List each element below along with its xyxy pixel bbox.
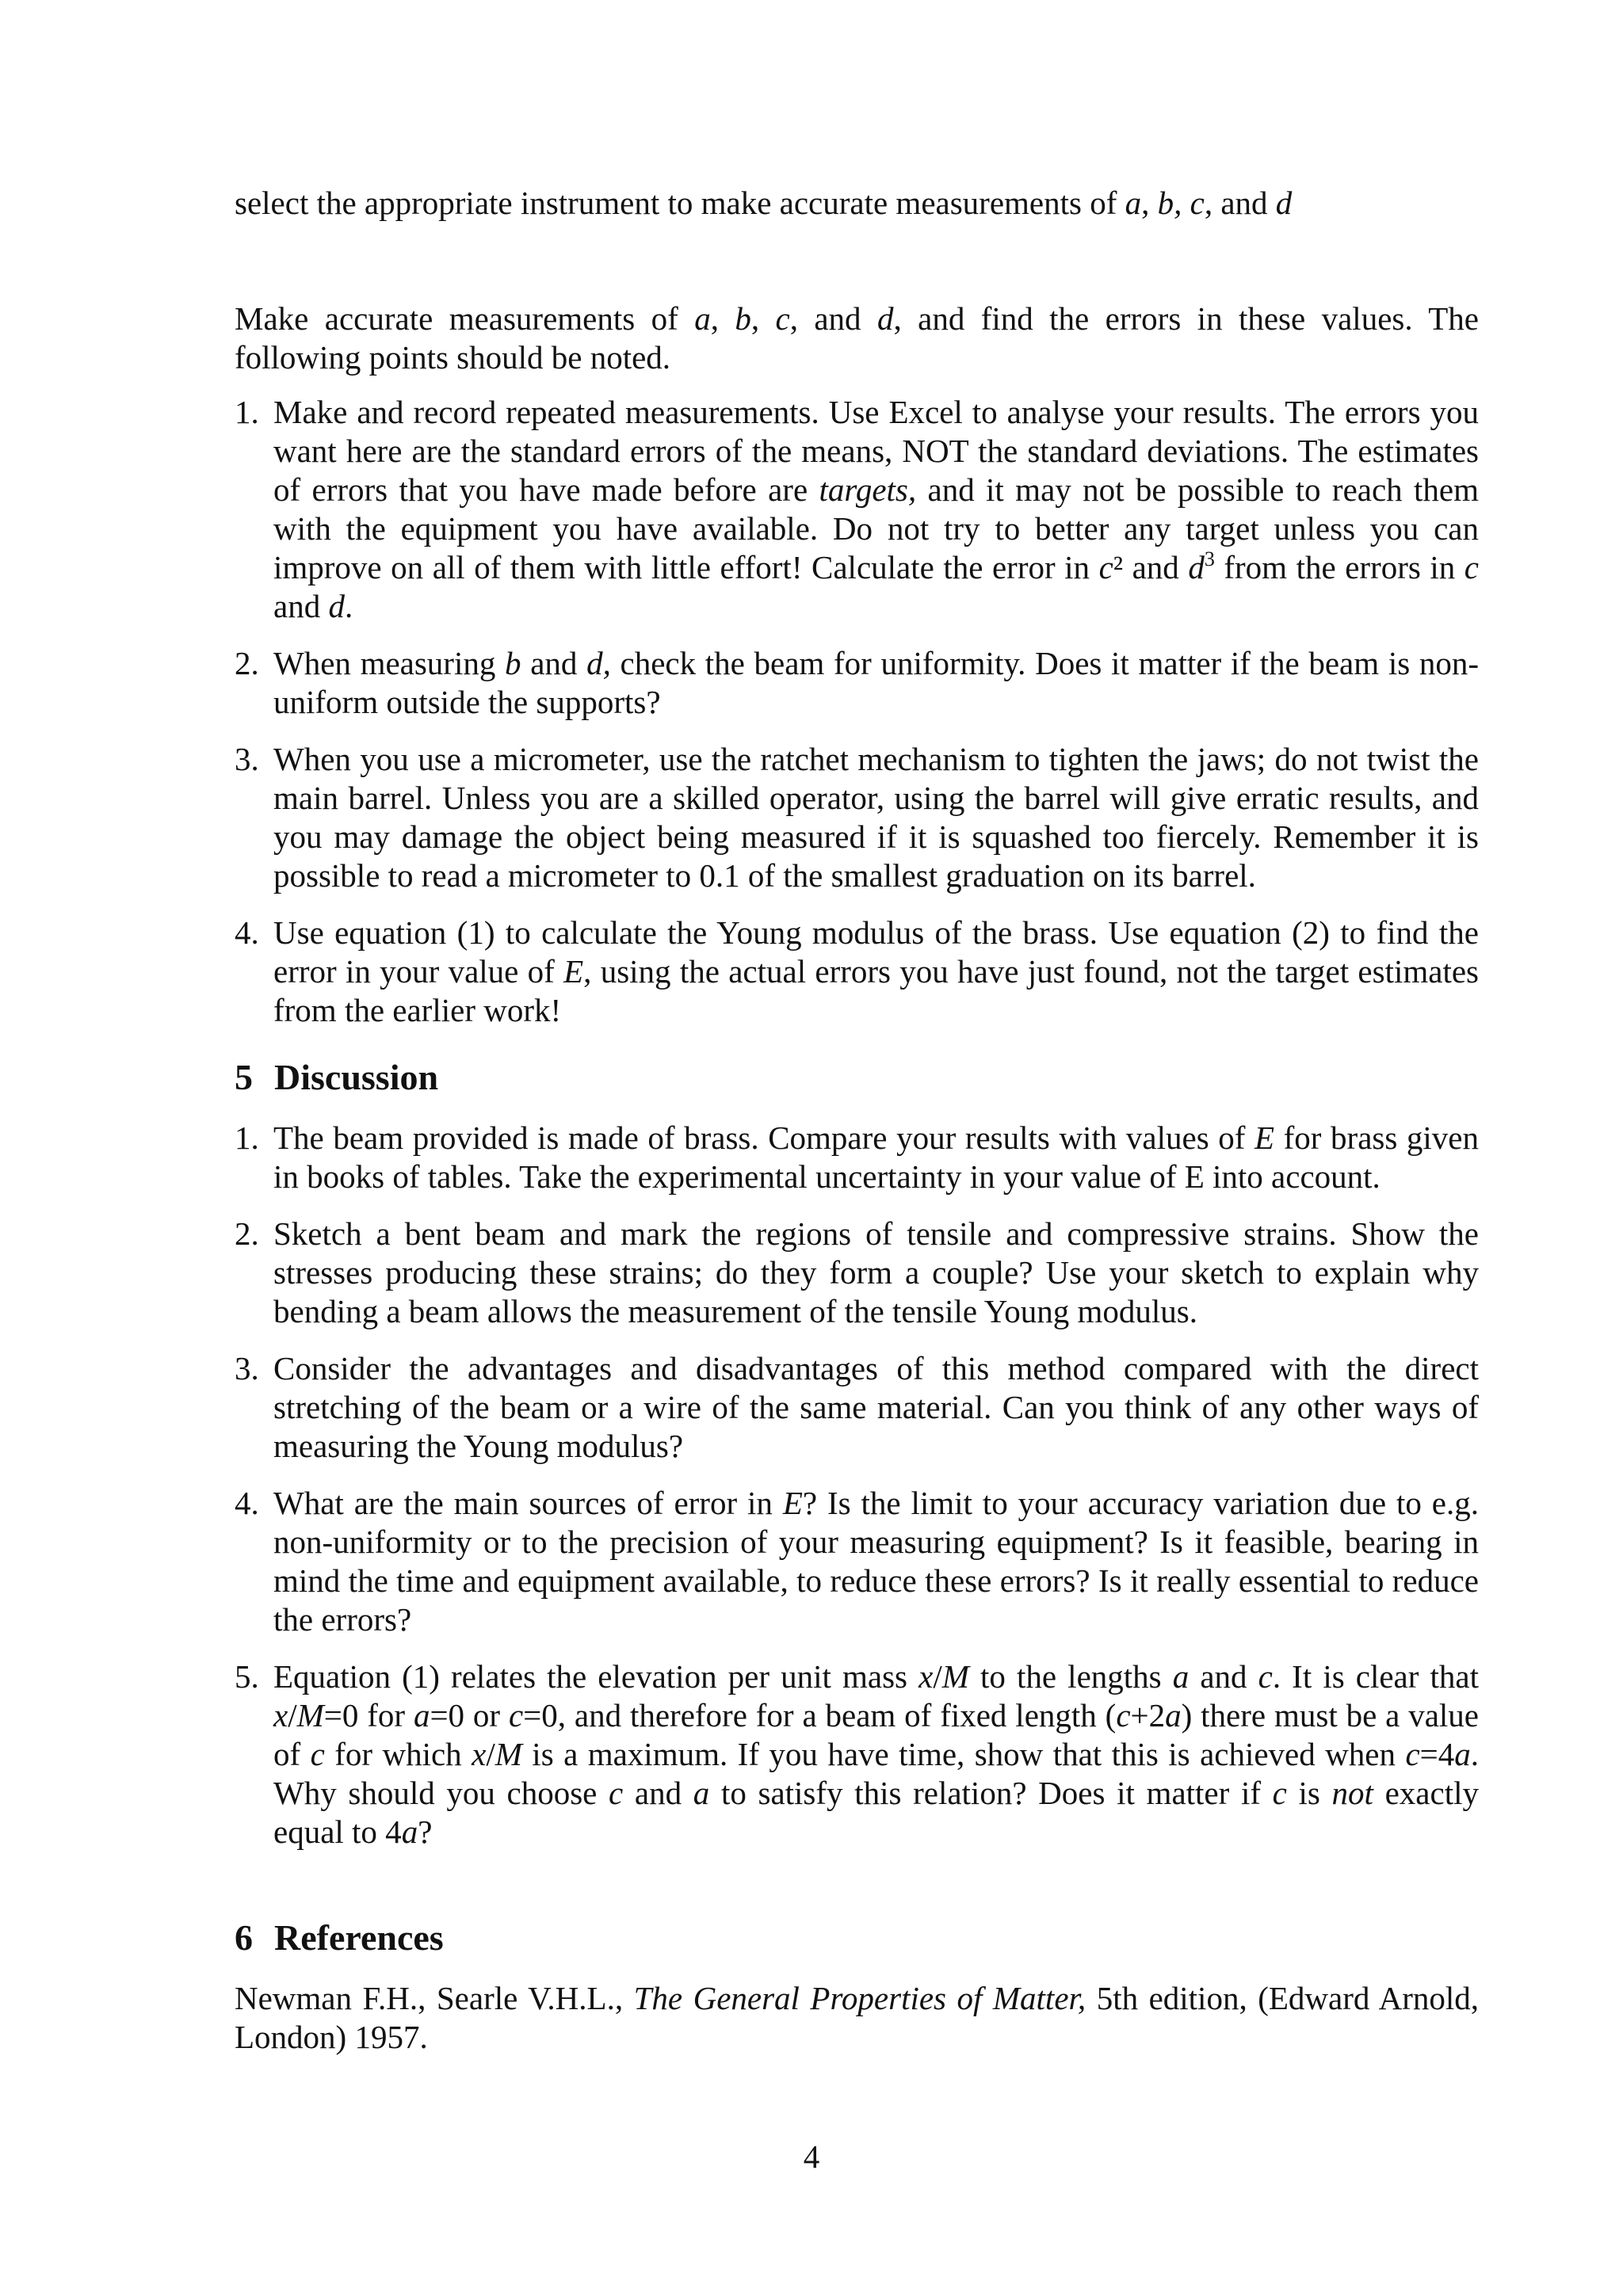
discussion-list xyxy=(235,1119,1479,1870)
section-heading-discussion: 5 Discussion xyxy=(235,1057,439,1097)
intro-line: select the appropriate instrument to make accurate measurements of a, b, c, and d xyxy=(235,185,1293,221)
list-item: 1. Make and record repeated measurements. Use Excel to analyse your results. The errors you want here are the standard errors of the means, NOT the standard deviations. The estimates of errors that you have made before are targets, and it may not be possible to reach them with the equipment you have available. Do not try to better any target unless you can improve on all of them with little effort! Calculate the error in c² and $d^3$ from the errors in c and d. xyxy=(235,394,1479,624)
list-item: 2. Sketch a bent beam and mark the regions of tensile and compressive strains. Show the stresses producing these strains; do they form a couple? Use your sketch to explain why bending a beam allows the measurement of the tensile Young modulus. xyxy=(235,1215,1479,1329)
section-heading-references: 6 References xyxy=(235,1917,444,1958)
measurement-instructions: Make accurate measurements of a, b, c, and d, and find the errors in these values. The following points should be noted. xyxy=(235,300,1480,376)
list-item: 3. When you use a micrometer, use the ratchet mechanism to tighten the jaws; do not twist the main barrel. Unless you are a skilled operator, using the barrel will give erratic results, and you may damage the object being measured if it is squashed too fiercely. Remember it is possible to read a micrometer to 0.1 of the smallest graduation on its barrel. xyxy=(235,741,1479,894)
list-item: 3. Consider the advantages and disadvantages of this method compared with the direct stretching of the beam or a wire of the same material. Can you think of any other ways of measuring the Young modulus? xyxy=(235,1350,1479,1464)
reference-entry: Newman F.H., Searle V.H.L., The General Properties of Matter, 5th edition, (Edward Arnold, London) 1957. xyxy=(235,1980,1480,2055)
list-item: 1. The beam provided is made of brass. Compare your results with values of E for brass given in books of tables. Take the experimental uncertainty in your value of E into account. xyxy=(235,1119,1479,1195)
page-number: 4 xyxy=(803,2138,820,2175)
list-item: 4. What are the main sources of error in E? Is the limit to your accuracy variation due to e.g. non-uniformity or to the precision of your measuring equipment? Is it feasible, bearing in mind the time and equipment available, to reduce these errors? Is it really essential to reduce the errors? xyxy=(235,1485,1479,1638)
list-item: 2. When measuring b and d, check the beam for uniformity. Does it matter if the beam is non-uniform outside the supports? xyxy=(235,645,1479,720)
list-item: 5. Equation (1) relates the elevation per unit mass x/M to the lengths a and c. It is clear that x/M=0 for a=0 or c=0, and therefore for a beam of fixed length (c+2a) there must be a value of c for which x/M is a maximum. If you have time, show that this is achieved when c=4a. Why should you choose c and a to satisfy this relation? Does it matter if c is not exactly equal to 4a? xyxy=(235,1658,1480,1850)
measurement-points-list xyxy=(235,393,1479,1048)
list-item: 4. Use equation (1) to calculate the Young modulus of the brass. Use equation (2) to find the error in your value of E, using the actual errors you have just found, not the target estimates from the earlier work! xyxy=(235,914,1479,1028)
